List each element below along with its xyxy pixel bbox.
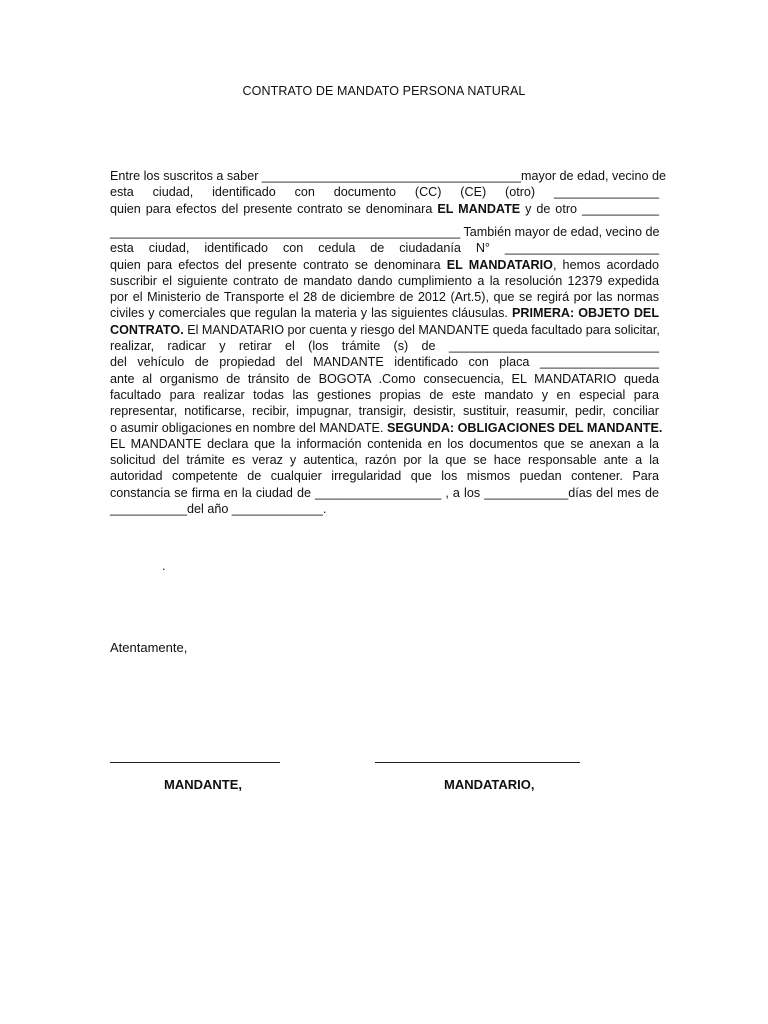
body-text: Entre los suscritos a saber _____________________________________mayor de edad, vecino de xyxy=(110,169,666,183)
document-title: CONTRATO DE MANDATO PERSONA NATURAL xyxy=(242,84,526,98)
stray-period: . xyxy=(162,558,166,573)
body-line xyxy=(110,403,659,419)
body-text: autoridad competente de cualquier irregularidad que los mismos puedan contener. Para xyxy=(110,469,659,484)
body-line xyxy=(110,257,659,273)
body-line xyxy=(110,168,666,184)
body-text: El MANDATARIO por cuenta y riesgo del MANDANTE queda facultado para solicitar, xyxy=(183,322,660,337)
body-text: representar, notificarse, recibir, impugnar, transigir, desistir, sustituir, reasumir, pedir, conciliar xyxy=(110,404,659,419)
body-line xyxy=(110,371,659,387)
bold-text: EL MANDATARIO xyxy=(446,257,553,272)
closing-salutation: Atentamente, xyxy=(110,640,188,655)
body-text: esta ciudad, identificado con documento (CC) (CE) (otro) _______________ xyxy=(110,185,659,200)
body-text: realizar, radicar y retirar el (los trámite (s) de ______________________________ xyxy=(110,339,659,353)
mandante-signature-label: MANDANTE, xyxy=(164,777,242,792)
body-text: suscribir el siguiente contrato de mandato dando cumplimiento a la resolución 12379 expedida xyxy=(110,273,659,288)
body-text: quien para efectos del presente contrato se denominara xyxy=(110,257,447,272)
body-line xyxy=(110,240,659,256)
body-text: constancia se firma en la ciudad de __________________ , a los ____________días del mes de xyxy=(110,485,659,500)
body-text: por el Ministerio de Transporte el 28 de diciembre de 2012 (Art.5), que se regirá por las normas xyxy=(110,290,659,305)
body-line xyxy=(110,273,659,289)
body-line xyxy=(110,338,659,354)
body-text: , hemos acordado xyxy=(552,257,660,272)
body-line xyxy=(110,305,659,321)
body-text: del vehículo de propiedad del MANDANTE identificado con placa _________________ xyxy=(110,355,659,370)
body-text: ___________del año _____________. xyxy=(110,502,327,516)
body-line xyxy=(110,452,659,468)
bold-text: CONTRATO. xyxy=(110,322,184,337)
body-line xyxy=(110,224,659,240)
body-text: solicitud del trámite es veraz y autentica, razón por la que se hace responsable ante a la xyxy=(110,453,659,468)
body-line xyxy=(110,468,659,484)
body-line xyxy=(110,354,659,370)
bold-text: PRIMERA: OBJETO DEL xyxy=(511,306,660,321)
bold-text: SEGUNDA: OBLIGACIONES DEL MANDANTE. xyxy=(386,420,663,435)
body-text: quien para efectos del presente contrato se denominara xyxy=(110,201,438,216)
body-text: facultado para realizar todas las gestiones propias de este mandato y en especial para xyxy=(110,387,659,402)
body-text: esta ciudad, identificado con cedula de ciudadanía N° ______________________ xyxy=(110,241,659,256)
body-line xyxy=(110,436,659,452)
body-line xyxy=(110,420,663,436)
body-line xyxy=(110,485,659,501)
body-line xyxy=(110,387,659,403)
body-line xyxy=(110,322,659,338)
body-text: y de otro ___________ xyxy=(520,201,660,216)
mandatario-signature-line xyxy=(375,762,580,763)
body-line xyxy=(110,289,659,305)
mandante-signature-line xyxy=(110,762,280,763)
body-text: civiles y comerciales que regulan la materia y las siguientes cláusulas. xyxy=(110,306,512,321)
body-text: __________________________________________________ También mayor de edad, vecino de xyxy=(110,224,660,239)
body-text: ante al organismo de tránsito de BOGOTA .Como consecuencia, EL MANDATARIO queda xyxy=(110,371,659,386)
body-line xyxy=(110,184,659,200)
body-text: EL MANDANTE declara que la información contenida en los documentos que se anexan a la xyxy=(110,436,659,451)
body-line xyxy=(110,201,659,217)
body-text: o asumir obligaciones en nombre del MANDATE. xyxy=(110,420,387,435)
body-line xyxy=(110,501,659,517)
mandatario-signature-label: MANDATARIO, xyxy=(444,777,535,792)
bold-text: EL MANDATE xyxy=(437,201,521,216)
